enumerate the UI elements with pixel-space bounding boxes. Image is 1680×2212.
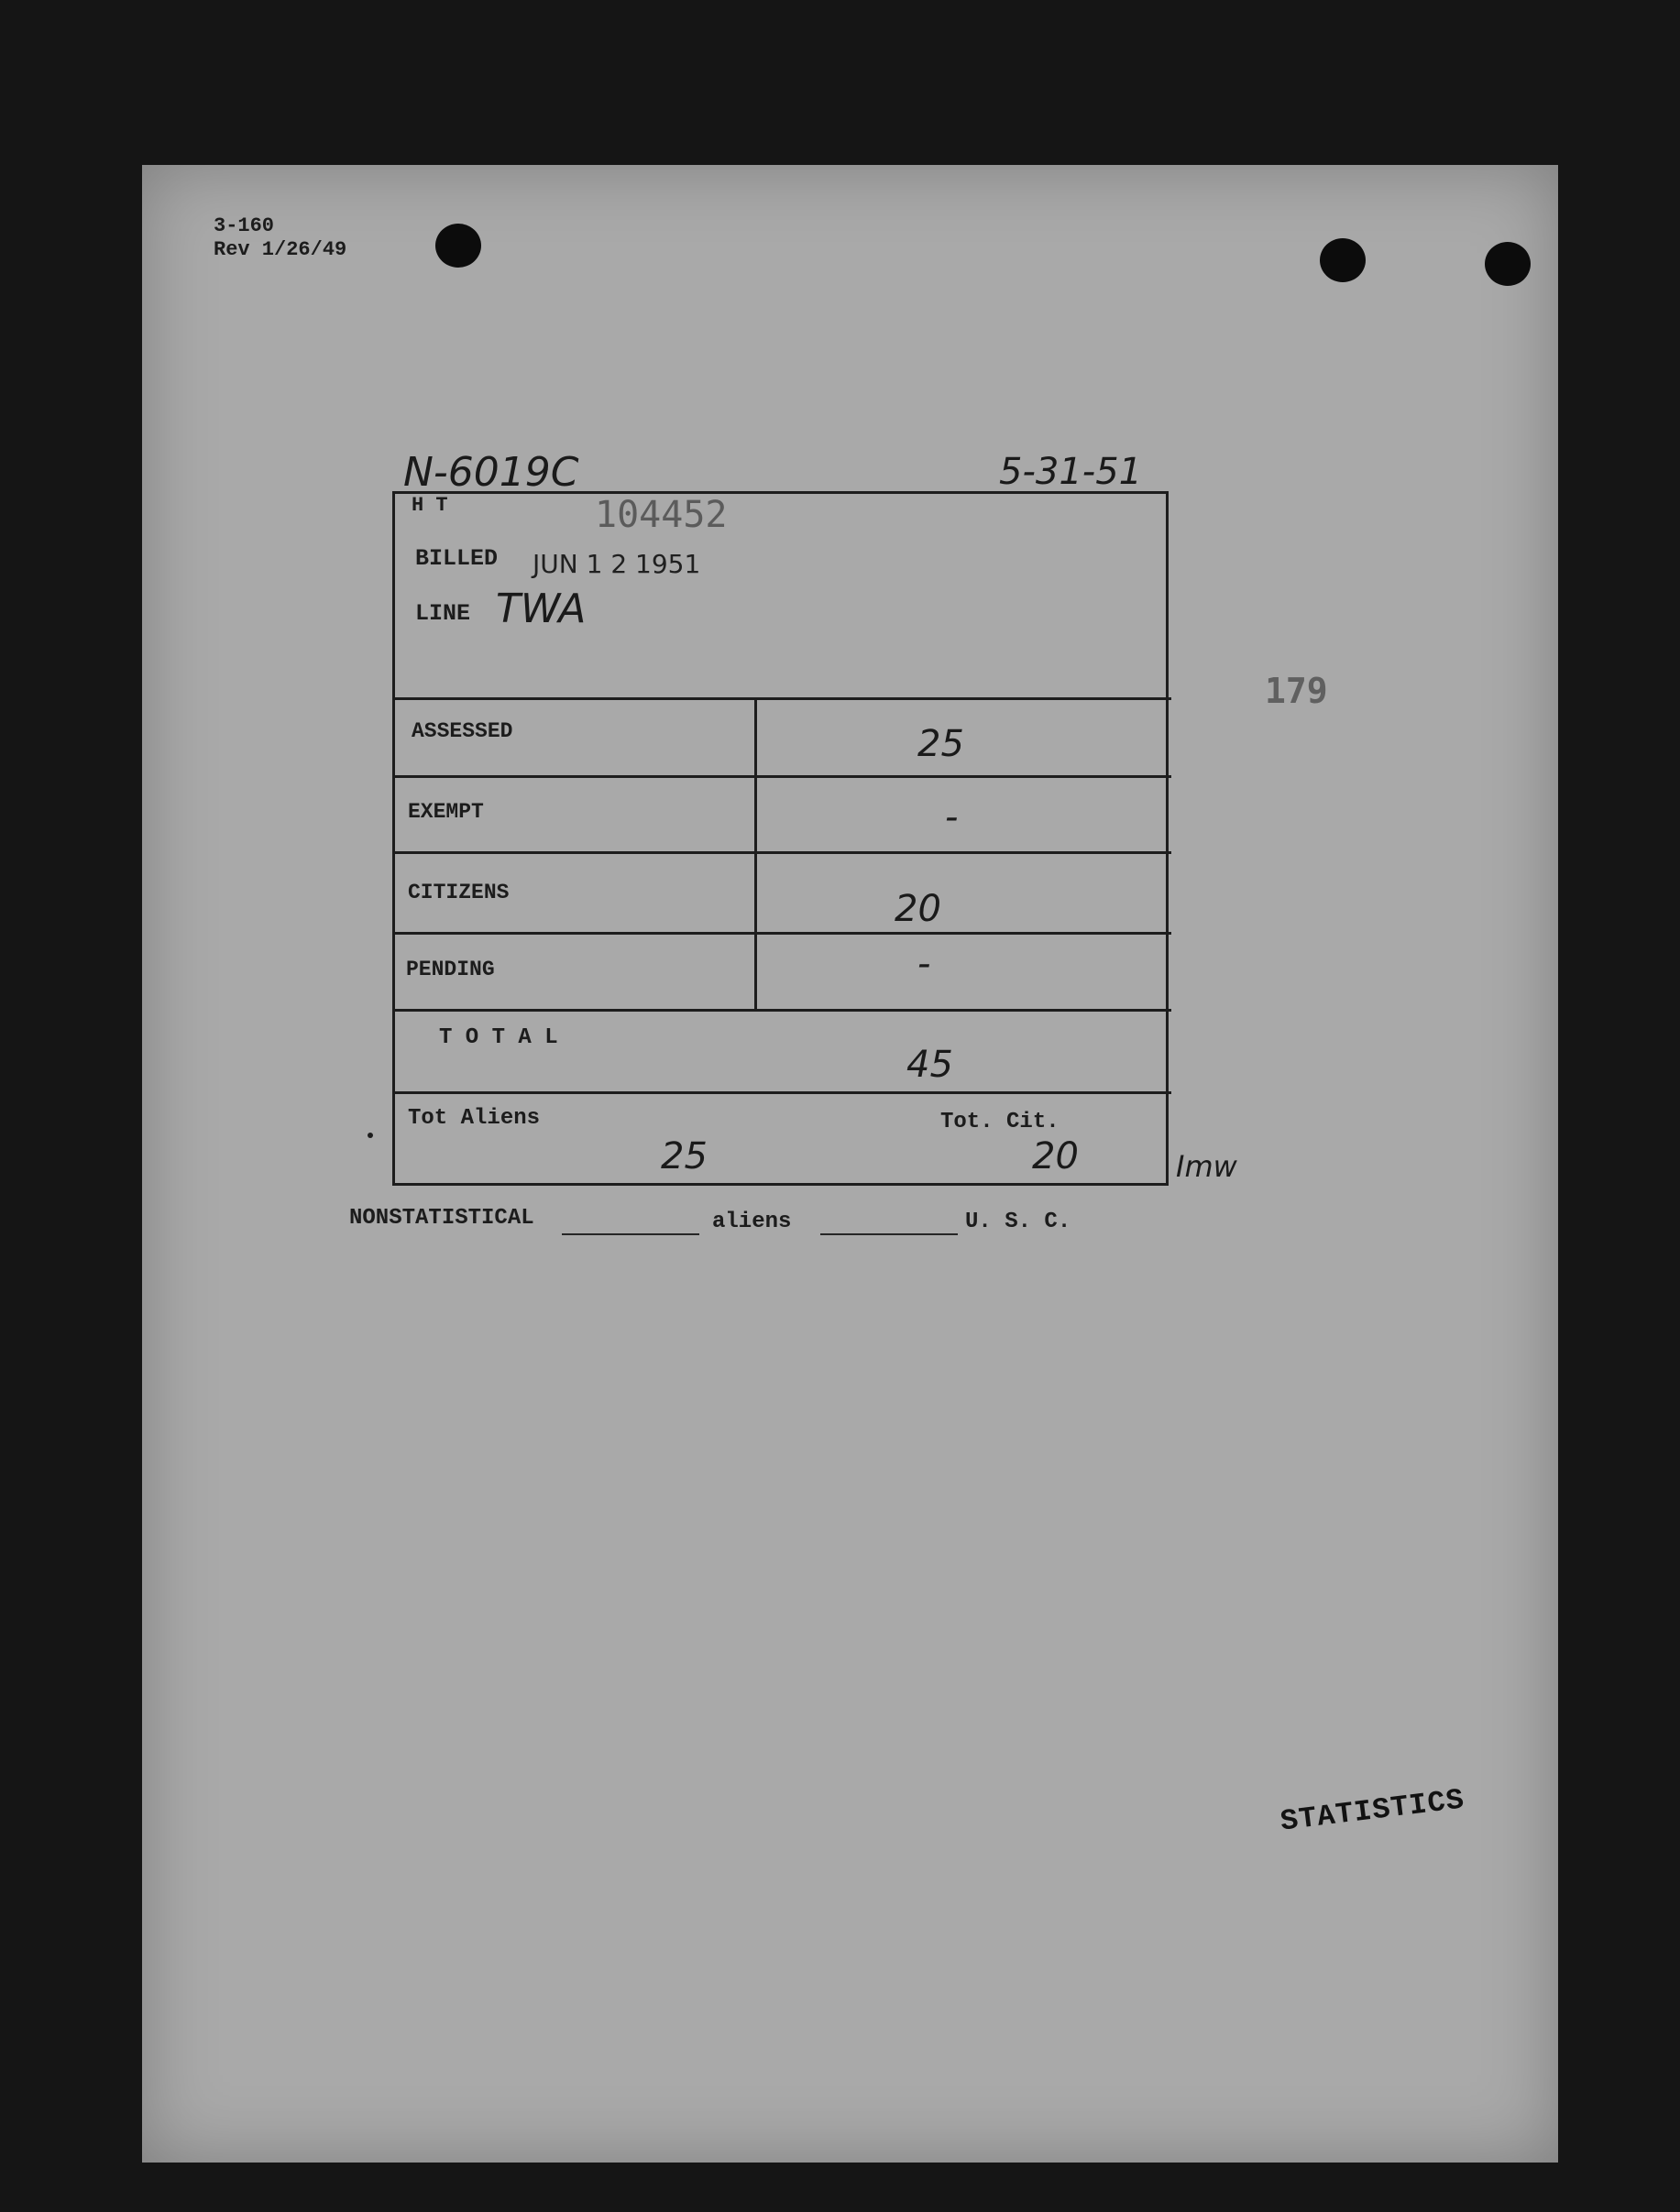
document-page (142, 165, 1558, 2163)
row-value-assessed: 25 (917, 723, 964, 765)
row-value-exempt: - (945, 796, 959, 838)
row-label-assessed: ASSESSED (412, 719, 513, 743)
row-divider (395, 851, 1171, 854)
initials: Imw (1176, 1149, 1237, 1184)
row-value-citizens: 20 (895, 888, 941, 930)
tot-aliens-value: 25 (661, 1135, 708, 1177)
row-label-pending: PENDING (406, 958, 495, 981)
usc-label: U. S. C. (965, 1210, 1071, 1234)
tot-cit-label: Tot. Cit. (940, 1110, 1060, 1134)
row-divider (395, 932, 1171, 935)
aliens-label: aliens (712, 1210, 792, 1234)
column-divider (754, 697, 757, 1012)
row-divider (395, 1009, 1171, 1012)
billed-date: JUN 1 2 1951 (533, 549, 701, 579)
nonstatistical-aliens-blank (562, 1233, 699, 1235)
form-number: 3-160 (214, 214, 275, 237)
bullet-mark (368, 1133, 373, 1138)
form-revision: Rev 1/26/49 (214, 238, 347, 261)
page-number: 179 (1265, 671, 1328, 711)
tot-cit-value: 20 (1032, 1135, 1079, 1177)
row-divider (395, 775, 1171, 778)
flight-date: 5-31-51 (999, 451, 1143, 493)
table-top-rule (395, 697, 1171, 700)
total-label: T O T A L (439, 1025, 558, 1050)
punch-hole-middle (1320, 238, 1366, 282)
punch-hole-left (435, 224, 481, 268)
tot-aliens-label: Tot Aliens (408, 1106, 541, 1131)
nonstatistical-label: NONSTATISTICAL (349, 1206, 534, 1231)
form-box (392, 491, 1169, 1186)
total-value: 45 (906, 1044, 953, 1086)
nonstatistical-usc-blank (820, 1233, 958, 1235)
total-divider (395, 1091, 1171, 1094)
line-value: TWA (496, 586, 587, 632)
flight-number: N-6019C (403, 449, 579, 496)
row-label-citizens: CITIZENS (408, 881, 510, 904)
row-value-pending: - (917, 943, 931, 985)
row-label-exempt: EXEMPT (408, 800, 484, 824)
statistics-stamp: STATISTICS (1279, 1782, 1467, 1839)
ht-label: H T (412, 494, 448, 517)
billed-label: BILLED (415, 545, 499, 572)
line-label: LINE (415, 600, 471, 627)
serial-stamp: 104452 (595, 494, 728, 536)
punch-hole-right (1485, 242, 1531, 286)
